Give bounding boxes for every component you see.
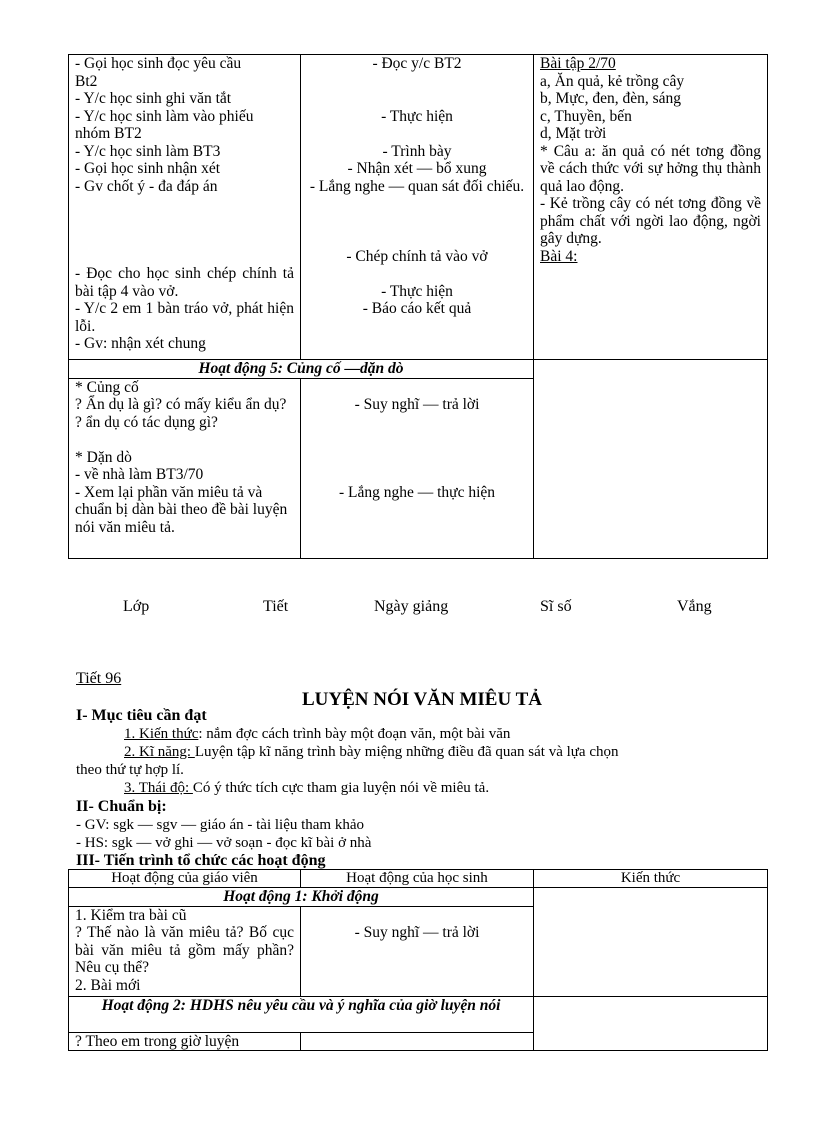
teacher-line: * Dặn dò bbox=[75, 448, 132, 466]
attitude-objective bbox=[124, 780, 489, 797]
student-line: - Thực hiện bbox=[381, 282, 453, 300]
teacher-line: - Y/c học sinh làm BT3 bbox=[75, 142, 221, 160]
knowledge-cell-empty bbox=[534, 888, 768, 997]
knowledge-cell-empty bbox=[534, 360, 768, 559]
student-activity-cell bbox=[301, 55, 534, 360]
absent-label: Vắng bbox=[677, 598, 712, 615]
teacher-preparation: - GV: sgk — sgv — giáo án - tài liệu tham khảo bbox=[76, 817, 365, 833]
teacher-line: - về nhà làm BT3/70 bbox=[75, 466, 204, 483]
teaching-date-label: Ngày giảng bbox=[374, 598, 449, 615]
attendance-label: Sĩ số bbox=[540, 598, 572, 615]
teacher-line: ? ẩn dụ có tác dụng gì? bbox=[75, 413, 218, 431]
student-activity-cell bbox=[301, 378, 534, 558]
teacher-line: ? Ẩn dụ là gì? có mấy kiểu ẩn dụ? bbox=[75, 396, 287, 413]
teacher-line: ? Thế nào là văn miêu tả? Bố cục bài văn miêu tả gồm mấy phần? Nêu cụ thể? bbox=[75, 924, 294, 976]
teacher-line: * Củng cố bbox=[75, 378, 139, 396]
exercise-title: Bài tập 2/70 bbox=[540, 55, 616, 72]
header-teacher: Hoạt động của giáo viên bbox=[69, 870, 301, 888]
teacher-line: - Y/c 2 em 1 bàn tráo vở, phát hiện lỗi. bbox=[75, 300, 294, 335]
lesson-title: LUYỆN NÓI VĂN MIÊU TẢ bbox=[302, 689, 542, 710]
teacher-line: - Gọi học sinh nhận xét bbox=[75, 160, 221, 177]
knowledge-cell bbox=[534, 55, 768, 360]
knowledge-line: a, Ăn quả, kẻ trồng cây bbox=[540, 72, 685, 90]
teacher-activity-cell bbox=[69, 906, 301, 996]
header-student: Hoạt động của học sinh bbox=[301, 870, 534, 888]
knowledge-line: d, Mặt trời bbox=[540, 125, 607, 142]
teacher-activity-cell: ? Theo em trong giờ luyện bbox=[69, 1032, 301, 1051]
header-knowledge: Kiến thức bbox=[534, 870, 768, 888]
student-line: - Chép chính tả vào vở bbox=[346, 247, 488, 265]
student-line: - Lắng nghe — thực hiện bbox=[338, 483, 496, 501]
teacher-line: Bt2 bbox=[75, 72, 98, 90]
knowledge-objective bbox=[124, 726, 510, 743]
teacher-activity-cell bbox=[69, 55, 301, 360]
activity-1-title: Hoạt động 1: Khởi động bbox=[69, 888, 534, 907]
section-activities: III- Tiến trình tổ chức các hoạt động bbox=[76, 852, 326, 869]
skill-text: Luyện tập kĩ năng trình bày miệng những điều đã quan sát và lựa chọn bbox=[194, 744, 619, 760]
lesson-table-2 bbox=[68, 869, 768, 1051]
knowledge-line: * Câu a: ăn quả có nét tơng đồng về cách thức với sự hởng thụ thành quả lao động. bbox=[540, 142, 761, 195]
attitude-text: Có ý thức tích cực tham gia luyện nói về miêu tả. bbox=[192, 780, 490, 796]
teacher-activity-cell bbox=[69, 378, 301, 558]
attitude-label: 3. Thái độ: bbox=[124, 780, 193, 796]
knowledge-cell-empty bbox=[534, 996, 768, 1051]
teacher-line: - Gọi học sinh đọc yêu cầu bbox=[75, 55, 242, 72]
lesson-table-1 bbox=[68, 54, 768, 559]
student-line: - Suy nghĩ — trả lời bbox=[354, 396, 480, 413]
exercise-title: Bài 4: bbox=[540, 247, 578, 265]
knowledge-label: 1. Kiến thức bbox=[124, 726, 199, 742]
student-line: - Suy nghĩ — trả lời bbox=[354, 924, 480, 941]
skill-text-continued: theo thứ tự hợp lí. bbox=[76, 762, 184, 778]
skill-label: 2. Kĩ năng: bbox=[124, 744, 195, 760]
teacher-line: 1. Kiểm tra bài cũ bbox=[75, 906, 187, 924]
student-activity-cell bbox=[301, 1032, 534, 1051]
teacher-line: - Y/c học sinh ghi văn tắt bbox=[75, 90, 232, 107]
teacher-line: 2. Bài mới bbox=[75, 976, 141, 994]
skill-objective bbox=[124, 744, 618, 761]
activity-2-title: Hoạt động 2: HDHS nêu yêu cầu và ý nghĩa của giờ luyện nói bbox=[69, 996, 534, 1032]
student-line: - Thực hiện bbox=[381, 107, 453, 125]
section-preparation: II- Chuẩn bị: bbox=[76, 798, 167, 815]
student-line: - Nhận xét — bổ xung bbox=[347, 160, 487, 177]
student-line: - Lắng nghe — quan sát đối chiếu. bbox=[309, 177, 525, 195]
knowledge-line: - Kẻ trồng cây có nét tơng đồng về phẩm chất với ngời lao động, ngời gây dựng. bbox=[540, 195, 761, 247]
student-activity-cell bbox=[301, 906, 534, 996]
teacher-line: - Y/c học sinh làm vào phiếu bbox=[75, 107, 254, 125]
student-line: - Đọc y/c BT2 bbox=[372, 55, 462, 72]
knowledge-line: c, Thuyền, bến bbox=[540, 107, 632, 125]
knowledge-line: b, Mực, đen, đèn, sáng bbox=[540, 90, 681, 107]
student-line: - Báo cáo kết quả bbox=[362, 300, 472, 317]
section-objectives: I- Mục tiêu cần đạt bbox=[76, 707, 207, 724]
knowledge-text: : nắm đợc cách trình bày một đoạn văn, một bài văn bbox=[198, 726, 511, 742]
class-label: Lớp bbox=[123, 598, 150, 615]
period-number: Tiết 96 bbox=[76, 670, 122, 687]
activity-5-title: Hoạt động 5: Củng cố —dặn dò bbox=[69, 360, 534, 379]
teacher-line: - Đọc cho học sinh chép chính tả bài tập 4 vào vở. bbox=[75, 265, 294, 300]
period-label: Tiết bbox=[263, 598, 289, 615]
teacher-line: - Gv chốt ý - đa đáp án bbox=[75, 177, 218, 195]
teacher-line: - Xem lại phần văn miêu tả và chuẩn bị dàn bài theo đề bài luyện nói văn miêu tả. bbox=[75, 483, 288, 536]
teacher-line: - Gv: nhận xét chung bbox=[75, 335, 206, 352]
student-preparation: - HS: sgk — vở ghi — vở soạn - đọc kĩ bài ở nhà bbox=[76, 835, 372, 851]
student-line: - Trình bày bbox=[382, 142, 452, 160]
teacher-line: nhóm BT2 bbox=[75, 125, 142, 142]
